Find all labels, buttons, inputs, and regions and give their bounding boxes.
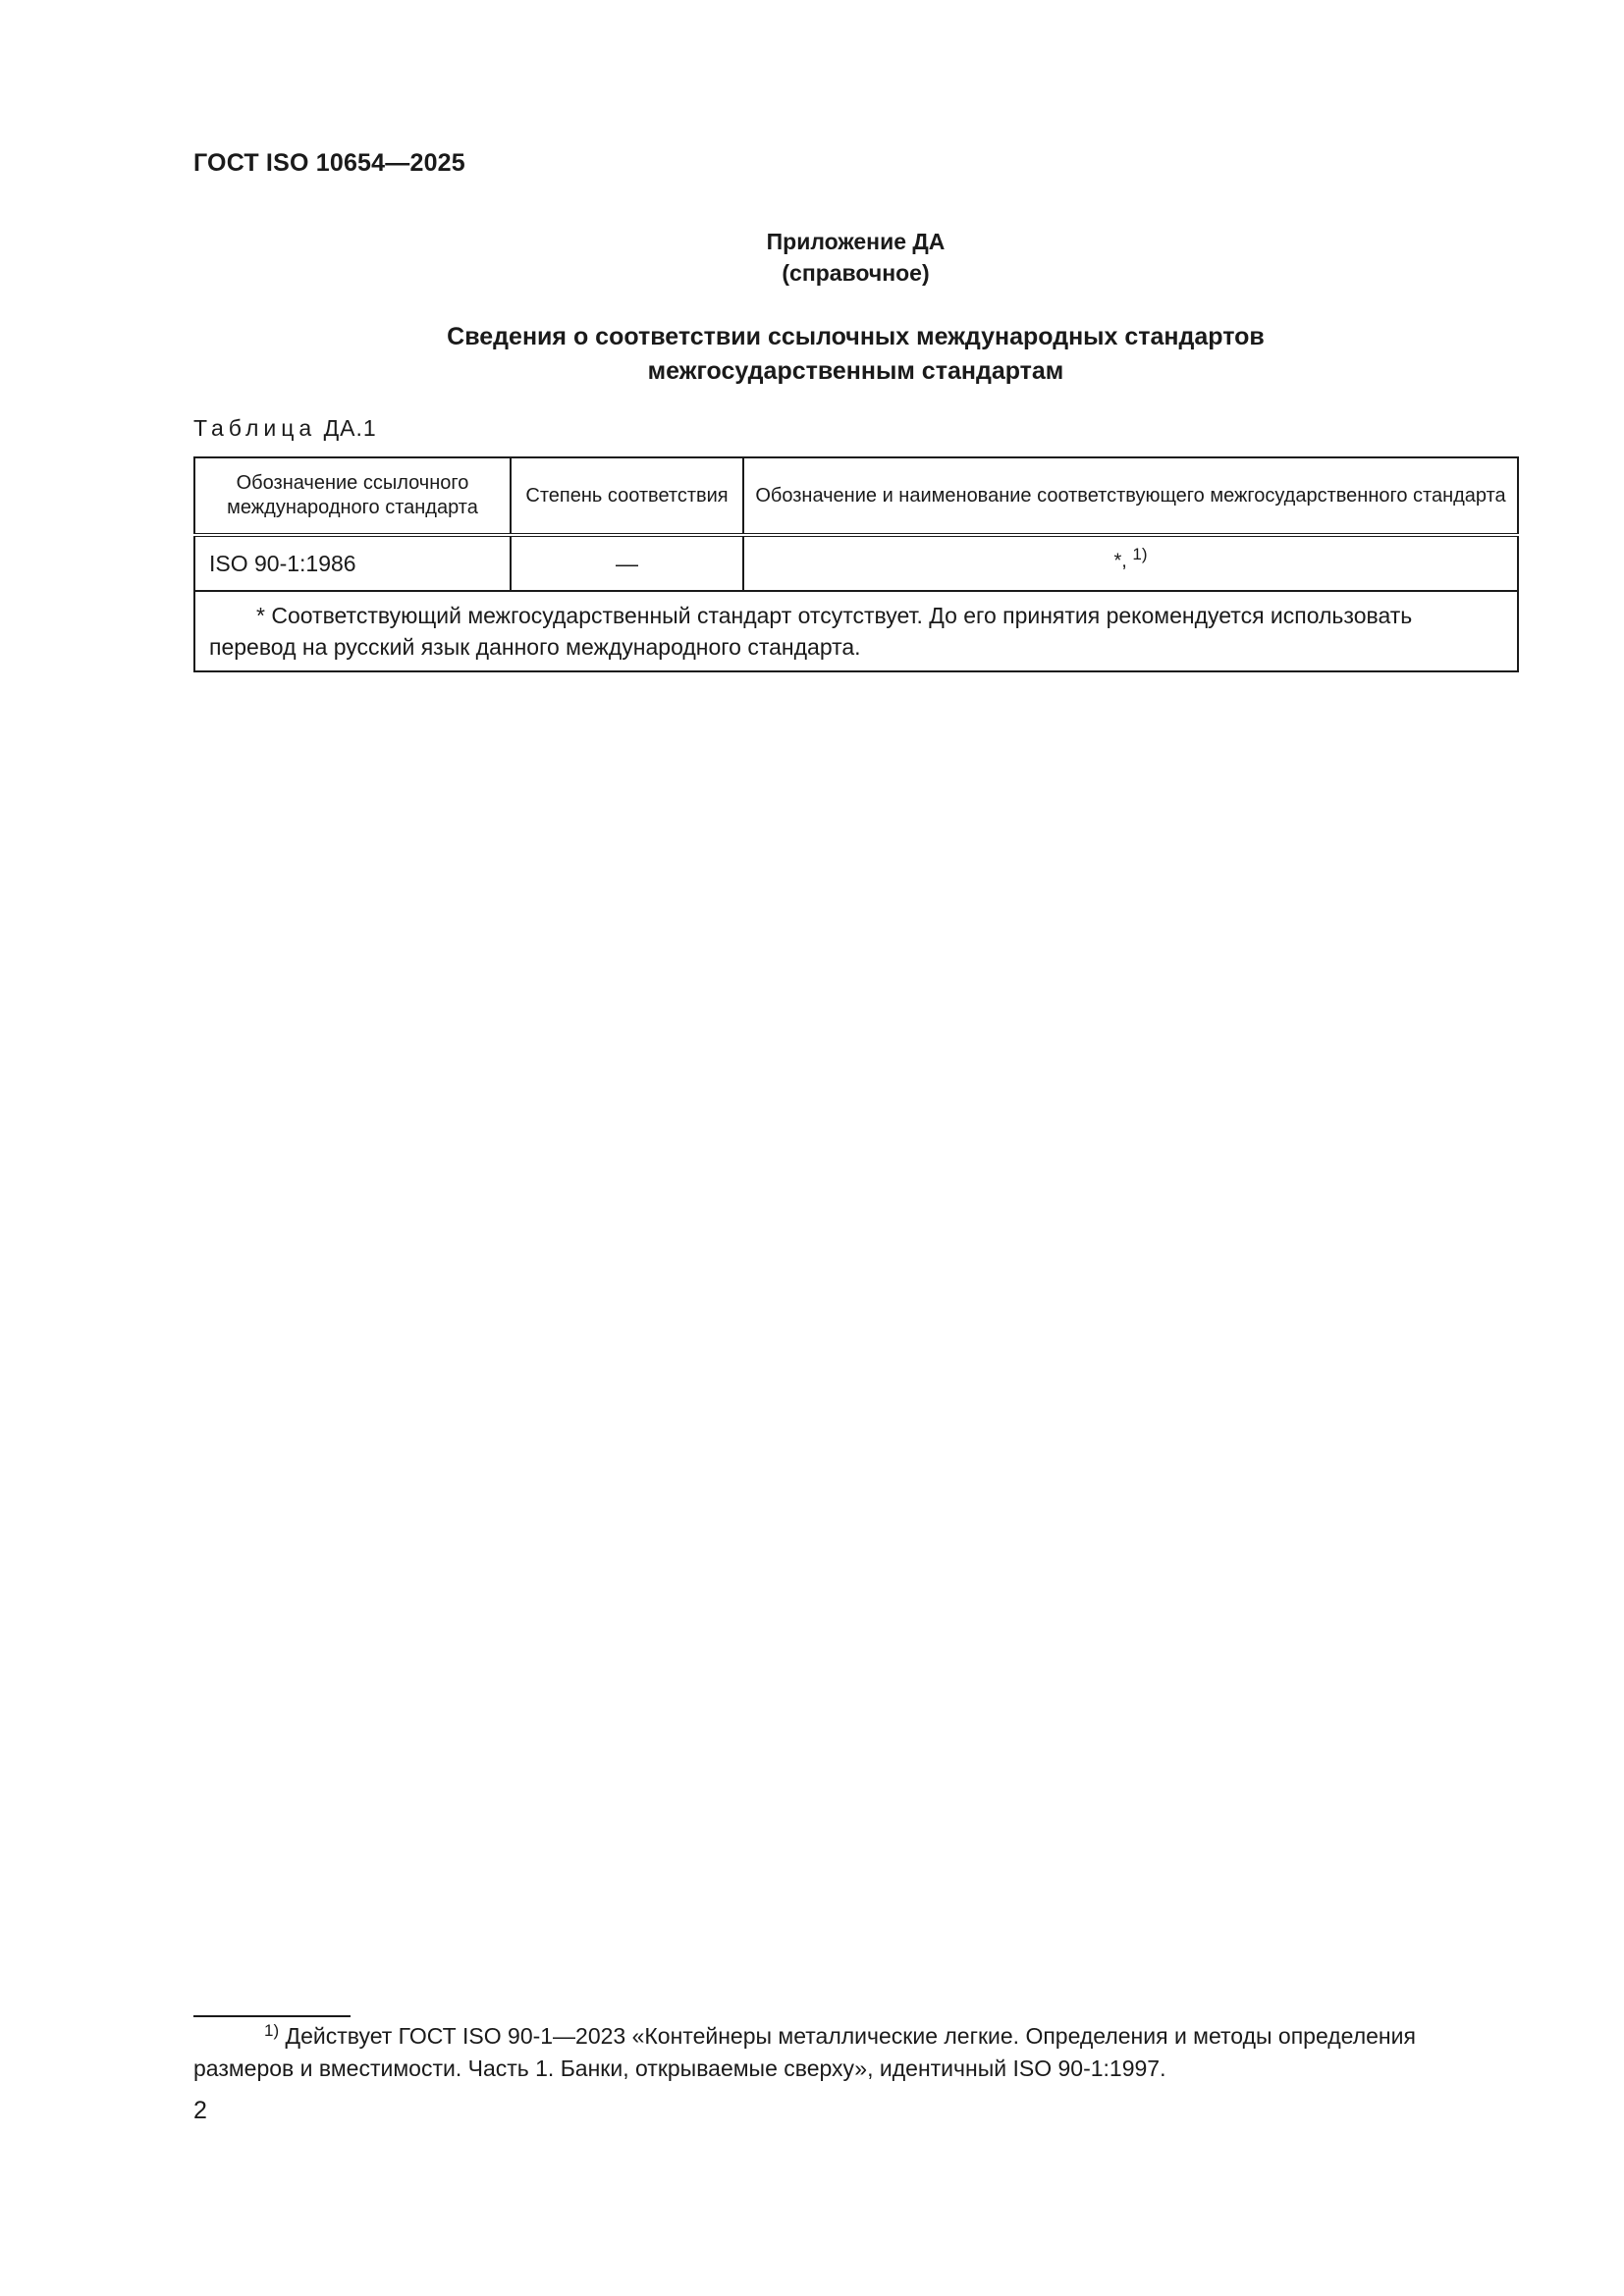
gost-footnote-ref: 1) — [1132, 545, 1148, 563]
table-note: * Соответствующий межгосударственный стандарт отсутствует. До его принятия рекомендуется использовать перевод на русский язык данного международного стандарта. — [194, 591, 1518, 671]
header-reference-standard: Обозначение ссылочного международного стандарта — [194, 457, 511, 535]
table-caption-number: ДА.1 — [323, 415, 377, 441]
footnote-marker: 1) — [264, 2021, 280, 2040]
footnote-text: Действует ГОСТ ISO 90-1—2023 «Контейнеры металлические легкие. Определения и методы определения размеров и вместимости. Часть 1. Банки, открываемые сверху», идентичный ISO 90-1:1997. — [193, 2023, 1416, 2081]
annex-heading-line1: Сведения о соответствии ссылочных международных стандартов — [447, 323, 1265, 350]
annex-header — [193, 226, 1518, 389]
annex-type: (справочное) — [782, 260, 930, 286]
table-caption — [193, 415, 377, 442]
cell-reference: ISO 90-1:1986 — [194, 535, 511, 591]
table-row — [194, 535, 1518, 591]
cell-gost — [743, 535, 1518, 591]
annex-heading — [193, 320, 1518, 389]
page-number: 2 — [193, 2097, 207, 2124]
header-degree: Степень соответствия — [511, 457, 743, 535]
footnote — [193, 2020, 1519, 2085]
table-header-row — [194, 457, 1518, 535]
table-note-row — [194, 591, 1518, 671]
annex-heading-line2: межгосударственным стандартам — [647, 357, 1064, 385]
correspondence-table — [193, 456, 1519, 672]
document-code: ГОСТ ISO 10654—2025 — [193, 149, 465, 177]
header-gost-standard: Обозначение и наименование соответствующего межгосударственного стандарта — [743, 457, 1518, 535]
footnote-separator — [193, 2015, 351, 2017]
annex-title: Приложение ДА — [766, 229, 946, 254]
gost-mark: *, — [1113, 550, 1127, 572]
table-caption-label: Таблица — [193, 415, 317, 441]
cell-degree: — — [511, 535, 743, 591]
